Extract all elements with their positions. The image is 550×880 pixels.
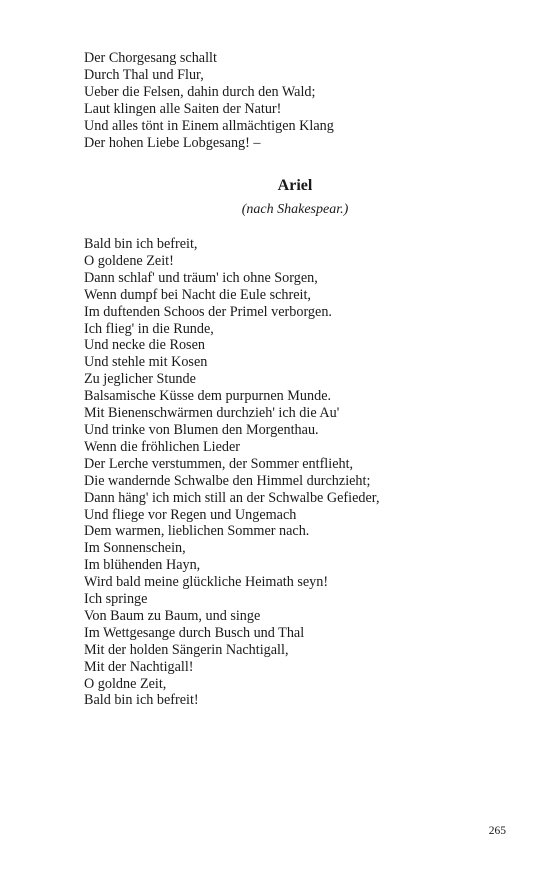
poem-line: Und alles tönt in Einem allmächtigen Klang [84,117,334,134]
poem-line: Von Baum zu Baum, und singe [84,607,261,624]
poem-line: Ich springe [84,591,148,608]
poem-line: Der Lerche verstummen, der Sommer entflieht, [84,455,354,472]
poem-line: Dann schlaf' und träum' ich ohne Sorgen, [84,269,318,286]
previous-poem-ending [84,50,484,151]
poem-line: Der Chorgesang schallt [84,50,217,66]
poem-line: Im duftenden Schoos der Primel verborgen. [84,303,332,320]
poem-line: Zu jeglicher Stunde [84,371,196,388]
poem-line: Bald bin ich befreit! [84,692,199,709]
poem-line: Bald bin ich befreit, [84,236,198,252]
page-number: 265 [488,825,506,837]
poem-line: Wenn die fröhlichen Lieder [84,438,241,455]
poem-line: O goldene Zeit! [84,252,174,269]
poem-line: Im blühenden Hayn, [84,557,201,574]
poem-line: Der hohen Liebe Lobgesang! – [84,134,261,151]
poem-title: Ariel [277,177,313,194]
poem-line: Wenn dumpf bei Nacht die Eule schreit, [84,286,311,303]
poem-line: Durch Thal und Flur, [84,66,204,83]
poem-line: Und trinke von Blumen den Morgenthau. [84,421,319,438]
poem-line: Laut klingen alle Saiten der Natur! [84,100,282,117]
poem-line: Die wandernde Schwalbe den Himmel durchzieht; [84,472,371,489]
poem-line: Und stehle mit Kosen [84,354,208,371]
poem-line: Im Wettgesange durch Busch und Thal [84,624,305,641]
poem-line: Mit der Nachtigall! [84,658,194,675]
poem-line: Ich flieg' in die Runde, [84,320,214,337]
poem-line: Mit Bienenschwärmen durchzieh' ich die Au' [84,405,340,422]
poem-line: Und necke die Rosen [84,337,205,354]
poem-line: Balsamische Küsse dem purpurnen Munde. [84,388,332,405]
poem-line: Wird bald meine glückliche Heimath seyn! [84,574,329,591]
poem-line: Im Sonnenschein, [84,540,186,557]
poem-line: Ueber die Felsen, dahin durch den Wald; [84,83,316,100]
poem-line: O goldne Zeit, [84,675,167,692]
poem-body [84,236,484,709]
poem-line: Und fliege vor Regen und Ungemach [84,506,297,523]
poem-line: Dann häng' ich mich still an der Schwalbe Gefieder, [84,489,380,506]
poem-subtitle: (nach Shakespear.) [241,202,349,217]
poem-line: Dem warmen, lieblichen Sommer nach. [84,523,310,540]
poem-line: Mit der holden Sängerin Nachtigall, [84,641,289,658]
